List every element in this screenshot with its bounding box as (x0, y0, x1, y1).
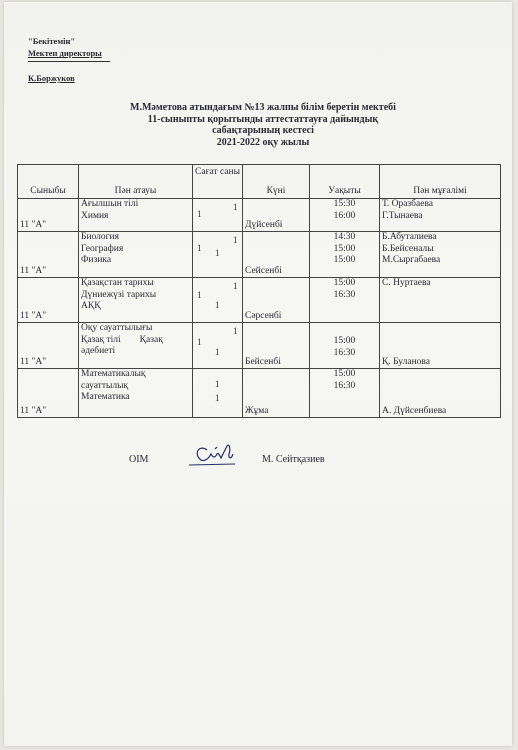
teacher-cell (380, 323, 501, 369)
time-value: 16:30 (333, 380, 356, 391)
time-value: 16:30 (333, 289, 356, 300)
teacher-name: Б.Бейсеналы (382, 243, 434, 254)
signer-name: М. Сейтқазиев (262, 454, 325, 465)
header-day: Күні (243, 165, 310, 199)
hours-value: 1 (215, 347, 220, 357)
time-value: 15:00 (333, 278, 356, 288)
time-value: 15:30 (333, 199, 356, 209)
subject-name: Химия (81, 210, 109, 221)
time-cell (310, 323, 380, 369)
title-schedule: сабақтарының кестесі (212, 125, 314, 136)
hours-value: 1 (215, 379, 220, 389)
title-school: М.Мәметова атындағым №13 жалпы білім беретін мектебі (130, 102, 396, 113)
day-cell: Сәрсенбі (243, 278, 310, 323)
subject-name: Ағылшын тілі (81, 199, 139, 209)
teacher-name: Т. Оразбаева (382, 199, 434, 209)
teacher-name: М.Сыргабаева (382, 255, 441, 265)
subject-name: Математикалық (81, 369, 146, 379)
hours-cell (193, 369, 243, 418)
subject-name: Оқу сауаттылығы (81, 323, 153, 333)
subject-name: АҚҚ (81, 301, 101, 311)
approval-position: Мектеп директоры (28, 48, 102, 58)
day-cell: Бейсенбі (243, 323, 310, 369)
class-cell: 11 "А" (18, 232, 79, 278)
teacher-name: А. Дүйсенбиева (382, 405, 447, 416)
time-cell (310, 369, 380, 418)
header-teacher: Пән мұғалімі (380, 165, 501, 199)
subject-name: сауаттылық (81, 380, 129, 391)
hours-value: 1 (233, 235, 238, 245)
subjects-cell (79, 323, 193, 369)
time-value: 16:30 (333, 347, 356, 358)
subjects-cell (79, 278, 193, 323)
time-value: 15:00 (333, 255, 356, 265)
subject-name: Қазақстан тарихы (81, 278, 154, 288)
title-year: 2021-2022 оқу жылы (216, 136, 310, 148)
hours-cell (193, 278, 243, 323)
subject-name: География (81, 243, 124, 254)
time-value: 16:00 (333, 210, 356, 221)
hours-value: 1 (233, 326, 238, 336)
subject-name: Биология (81, 232, 120, 242)
table-row (18, 278, 501, 323)
header-time: Уақыты (310, 165, 380, 199)
time-value: 15:00 (333, 336, 356, 346)
class-cell: 11 "А" (18, 278, 79, 323)
approval-heading: "Бекітемін" (28, 36, 76, 46)
time-cell (310, 232, 380, 278)
day-cell: Дүйсенбі (243, 199, 310, 232)
hours-value: 1 (215, 300, 220, 310)
teacher-name: С. Нуртаева (382, 278, 431, 288)
signature-line (28, 61, 110, 62)
header-class: Сыныбы (18, 165, 79, 199)
subjects-cell (79, 199, 193, 232)
teacher-cell (380, 369, 501, 418)
header-hours: Сағат саны (193, 165, 243, 199)
teacher-name: Қ. Буланова (382, 356, 431, 367)
hours-value: 1 (215, 248, 220, 258)
subject-name: Математика (81, 392, 130, 402)
day-cell: Жұма (243, 369, 310, 418)
class-cell: 11 "А" (18, 199, 79, 232)
hours-cell (193, 323, 243, 369)
hours-value: 1 (197, 243, 202, 253)
handwritten-signature (187, 440, 245, 468)
teacher-name: Г.Тынаева (382, 210, 423, 221)
hours-cell (193, 232, 243, 278)
subject-name: Физика (81, 255, 112, 265)
teacher-name: Б.Абуталиева (382, 232, 437, 242)
teacher-cell (380, 278, 501, 323)
signer-role: ОІМ (129, 454, 149, 465)
hours-value: 1 (215, 393, 220, 403)
hours-value: 1 (197, 290, 202, 300)
hours-value: 1 (197, 337, 202, 347)
table-row (18, 232, 501, 278)
time-cell (310, 278, 380, 323)
table-header-row (18, 165, 501, 199)
header-subject: Пән атауы (79, 165, 193, 199)
teacher-cell (380, 199, 501, 232)
title-purpose: 11-сыныпты қорытынды аттестаттауға дайындық (147, 113, 379, 125)
class-cell: 11 "А" (18, 369, 79, 418)
subject-name: Қазақ тілі Қазақ (81, 334, 163, 345)
hours-value: 1 (233, 202, 238, 212)
teacher-cell (380, 232, 501, 278)
approval-name: К.Боржуков (28, 73, 75, 83)
subjects-cell (79, 369, 193, 418)
hours-value: 1 (233, 281, 238, 291)
table-row (18, 199, 501, 232)
table-row (18, 323, 501, 369)
time-cell (310, 199, 380, 232)
subjects-cell (79, 232, 193, 278)
approval-stamp (28, 35, 102, 83)
hours-value: 1 (197, 209, 202, 219)
document-title (4, 102, 518, 148)
day-cell: Сейсенбі (243, 232, 310, 278)
time-value: 15:00 (333, 369, 356, 379)
subject-name: Дүниежүзі тарихы (81, 289, 157, 300)
schedule-table (17, 164, 501, 418)
document-page (4, 2, 512, 746)
hours-cell (193, 199, 243, 232)
table-row (18, 369, 501, 418)
time-value: 15:00 (333, 243, 356, 254)
time-value: 14:30 (333, 232, 356, 242)
subject-name: әдебиеті (81, 346, 116, 356)
class-cell: 11 "А" (18, 323, 79, 369)
